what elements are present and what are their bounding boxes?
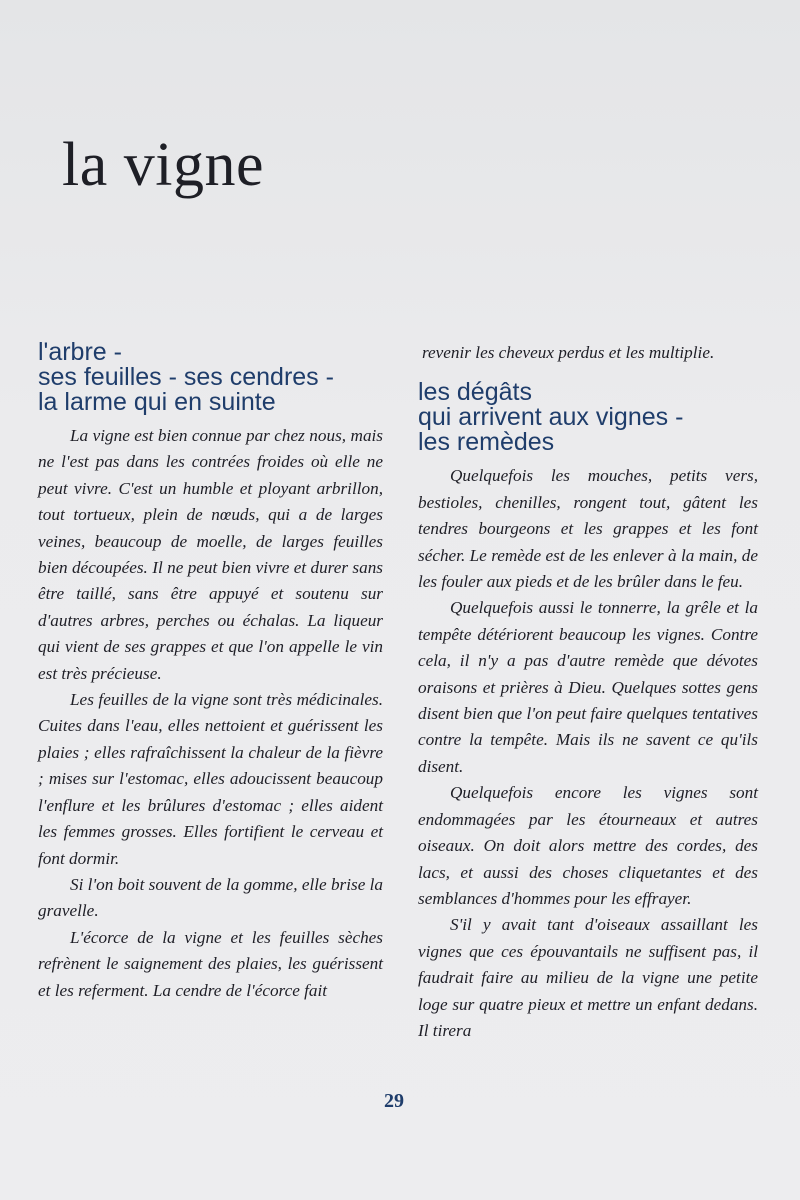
heading-line: ses feuilles - ses cendres -: [38, 363, 334, 391]
heading-line: l'arbre -: [38, 338, 122, 366]
paragraph: Quelquefois les mouches, petits vers, bestioles, chenilles, rongent tout, gâtent les tendres bourgeons et les grappes et les font sécher. Le remède est de les enlever à la main, de les fouler aux pieds et de les brûler dans le feu.: [418, 466, 758, 592]
paragraph-continuation: revenir les cheveux perdus et les multiplie.: [422, 343, 715, 362]
heading-line: qui arrivent aux vignes -: [418, 403, 684, 432]
paragraph: Si l'on boit souvent de la gomme, elle brise la gravelle.: [38, 874, 384, 921]
section-heading-arbre: [38, 340, 383, 415]
paragraph: Quelquefois aussi le tonnerre, la grêle et la tempête détériorent beaucoup les vignes. Contre cela, il n'y a pas d'autre remède que dévotes oraisons et prières à Dieu. Quelques sottes gens disent bien que l'on peut faire quelques tentatives contre la tempête. Mais ils ne savent ce qu'ils disent.: [418, 598, 758, 776]
right-column: [418, 340, 758, 1044]
page-number: 29: [384, 1090, 404, 1112]
heading-line: les remèdes: [418, 428, 555, 457]
section-heading-degats: [418, 380, 758, 455]
paragraph: L'écorce de la vigne et les feuilles sèches refrènent le saignement des plaies, les guérissent et les referment. La cendre de l'écorce fait: [38, 927, 383, 1000]
paragraph: Quelquefois encore les vignes sont endommagées par les étourneaux et autres oiseaux. On doit alors mettre des cordes, des lacs, et aussi des choses cliquetantes et des semblances d'hommes pour les effrayer.: [418, 783, 758, 908]
left-column: [38, 340, 383, 1004]
heading-line: la larme qui en suinte: [38, 388, 276, 416]
heading-line: les dégâts: [418, 378, 532, 407]
page-title: la vigne: [62, 131, 264, 199]
paragraph: S'il y avait tant d'oiseaux assaillant les vignes que ces épouvantails ne suffisent pas, il faudrait faire au milieu de la vigne une petite loge sur quatre pieux et mettre un enfant dedans. Il tirera: [418, 915, 758, 1040]
paragraph: La vigne est bien connue par chez nous, mais ne l'est pas dans les contrées froides où elle ne peut vivre. C'est un humble et ployant arbrillon, tout tortueux, plein de nœuds, qui a de larges veines, beaucoup de moelle, de larges feuilles bien découpées. Il ne peut bien vivre et durer sans être taillé, sans être appuyé et soutenu sur d'autres arbres, perches ou échalas. La liqueur qui vient de ses grappes et que l'on appelle le vin est très précieuse.: [38, 426, 383, 683]
paragraph: Les feuilles de la vigne sont très médicinales. Cuites dans l'eau, elles nettoient et guérissent les plaies ; elles rafraîchissent la chaleur de la fièvre ; mises sur l'estomac, elles adoucissent beaucoup l'enflure et les brûlures d'estomac ; elles aident les femmes grosses. Elles fortifient le cerveau et font dormir.: [38, 690, 383, 868]
